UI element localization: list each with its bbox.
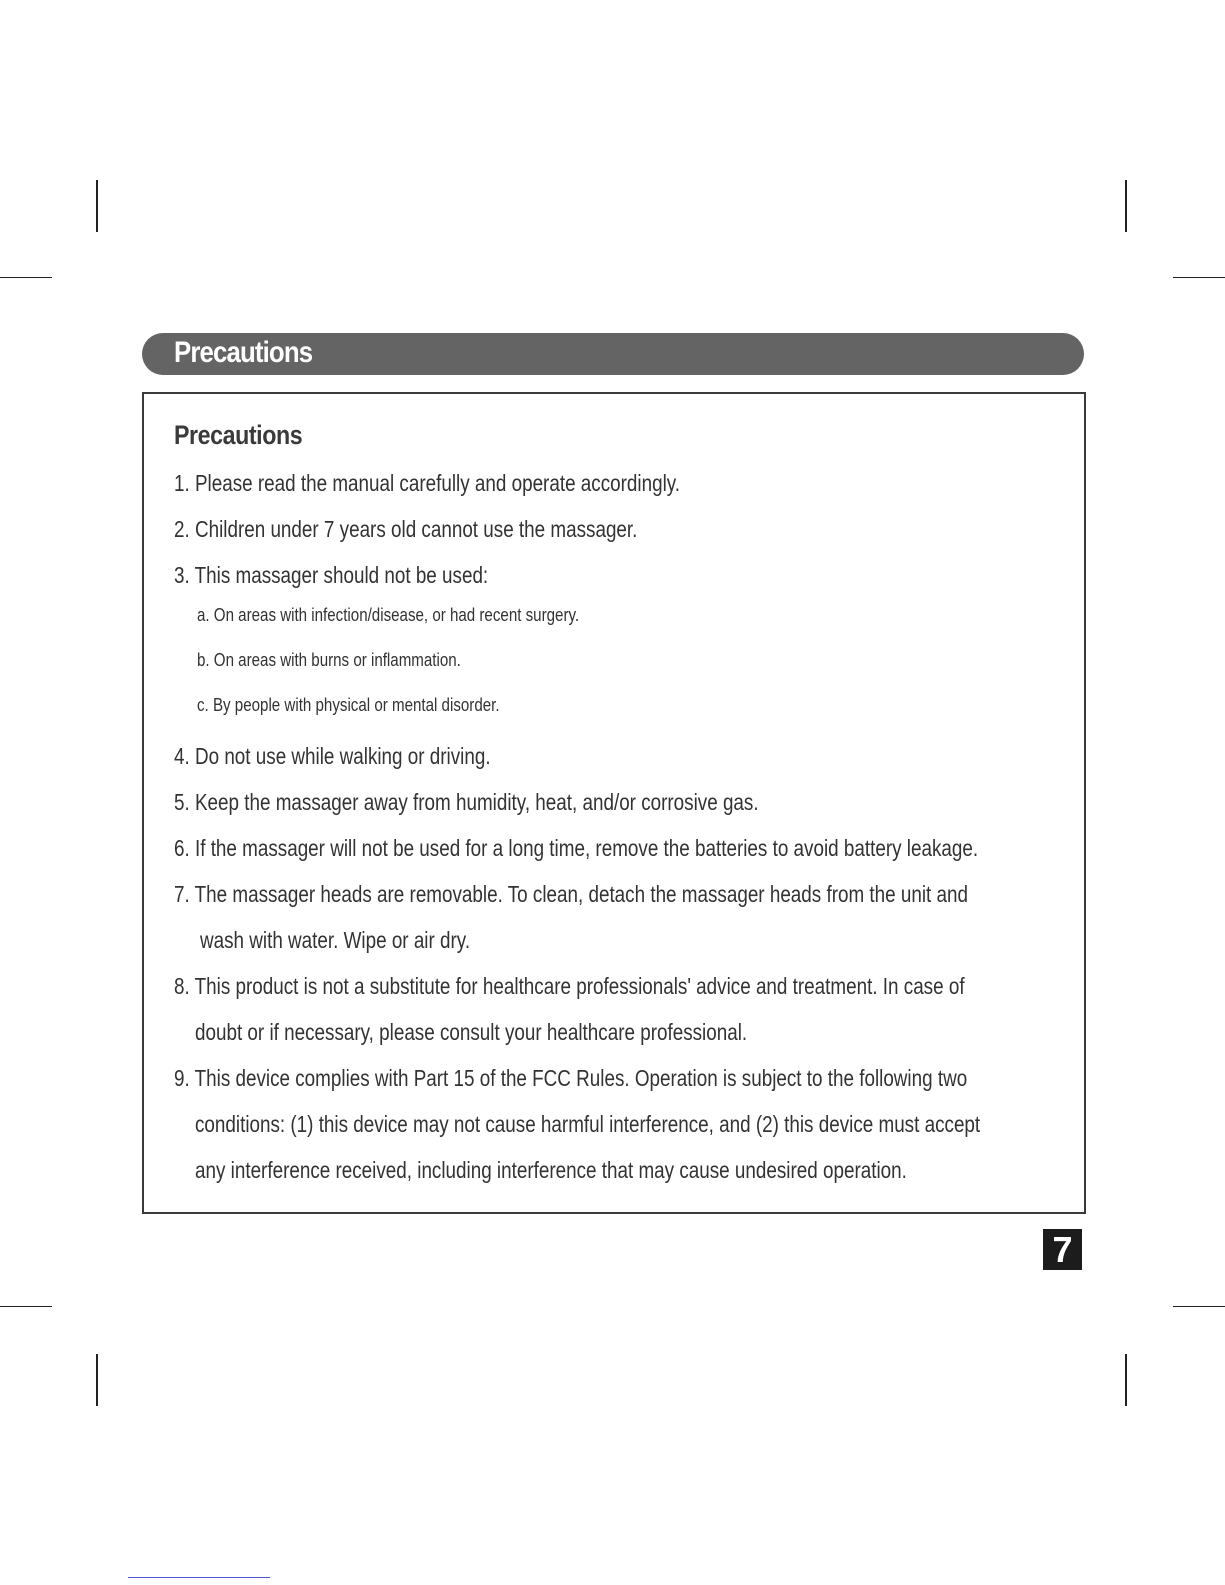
precaution-item-6: 6. If the massager will not be used for a long time, remove the batteries to avoid battery leakage. — [174, 835, 979, 861]
precaution-item-9-cont2: any interference received, including interference that may cause undesired operation. — [195, 1157, 907, 1183]
precaution-item-9-cont1: conditions: (1) this device may not cause harmful interference, and (2) this device must accept — [195, 1111, 981, 1137]
precaution-item-9: 9. This device complies with Part 15 of the FCC Rules. Operation is subject to the following two — [174, 1065, 968, 1091]
crop-mark-top-right — [1125, 180, 1127, 232]
crop-mark-bottom-left — [96, 1354, 98, 1406]
precaution-item-4: 4. Do not use while walking or driving. — [174, 743, 491, 769]
precaution-item-8-cont: doubt or if necessary, please consult your healthcare professional. — [195, 1019, 748, 1045]
precaution-item-3: 3. This massager should not be used: — [174, 562, 489, 588]
bottom-underline — [128, 1577, 270, 1578]
precaution-item-7-cont: wash with water. Wipe or air dry. — [200, 927, 471, 953]
section-banner — [142, 333, 1084, 375]
crop-mark-top-left — [96, 180, 98, 232]
precaution-item-3a: a. On areas with infection/disease, or had recent surgery. — [197, 605, 580, 625]
precaution-item-7: 7. The massager heads are removable. To clean, detach the massager heads from the unit and — [174, 881, 968, 907]
crop-mark-right-lower — [1173, 1306, 1225, 1307]
crop-mark-left-lower — [0, 1306, 52, 1307]
page-number: 7 — [1043, 1229, 1082, 1270]
crop-mark-left-upper — [0, 277, 52, 278]
crop-mark-bottom-right — [1125, 1354, 1127, 1406]
crop-mark-right-upper — [1173, 277, 1225, 278]
precaution-item-1: 1. Please read the manual carefully and operate accordingly. — [174, 470, 681, 496]
precautions-box — [142, 392, 1086, 1214]
banner-title: Precautions — [174, 336, 313, 369]
precaution-item-8: 8. This product is not a substitute for healthcare professionals' advice and treatment. In case of — [174, 973, 965, 999]
precaution-item-3b: b. On areas with burns or inflammation. — [197, 650, 461, 670]
precaution-item-5: 5. Keep the massager away from humidity, heat, and/or corrosive gas. — [174, 789, 759, 815]
box-title: Precautions — [174, 420, 303, 450]
precaution-item-2: 2. Children under 7 years old cannot use the massager. — [174, 516, 638, 542]
precaution-item-3c: c. By people with physical or mental disorder. — [197, 695, 500, 715]
